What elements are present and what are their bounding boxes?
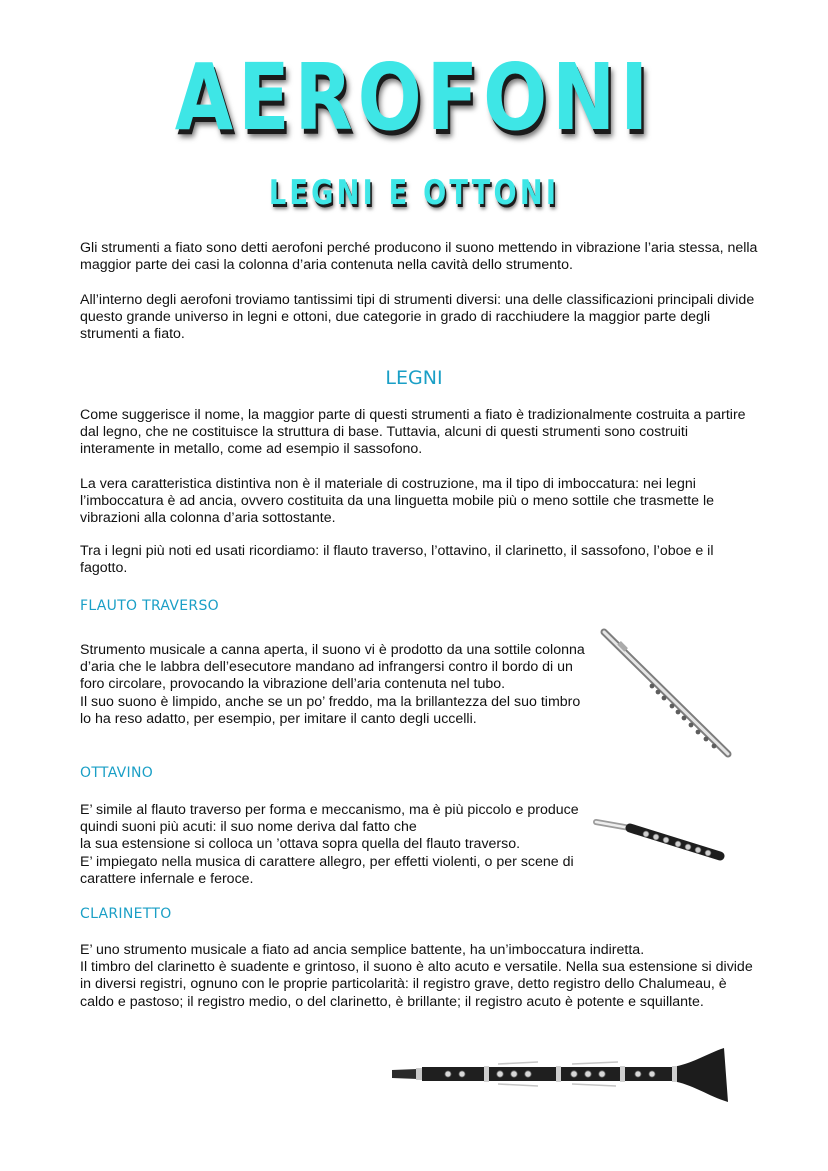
legni-paragraph-1: Come suggerisce il nome, la maggior parte di questi strumenti a fiato è tradizionalmente costruita a partire dal legno, che ne costituisce la struttura di base. Tuttavia, alcuni di questi strumenti sono costruiti interamente in metallo, come ad esempio il sassofono.	[80, 407, 746, 458]
subheading-flauto-traverso: FLAUTO TRAVERSO	[80, 598, 219, 614]
clarinetto-description: E’ uno strumento musicale a fiato ad ancia semplice battente, ha un’imboccatura indiretta. Il timbro del clarinetto è suadente e grintoso, il suono è alto acuto e versatile. Nella sua estensione si divide in diversi registri, ognuno con le proprie particolarità: il registro grave, detto registro dello Chalumeau, è caldo e pastoso; il registro medio, o del clarinetto, è brillante; il registro acuto è potente e squillante.	[80, 942, 753, 1010]
subheading-ottavino: OTTAVINO	[80, 765, 154, 781]
piccolo-image	[590, 812, 726, 866]
legni-paragraph-3: Tra i legni più noti ed usati ricordiamo: il flauto traverso, l’ottavino, il clarinetto, il sassofono, l’oboe e il fagotto.	[80, 543, 714, 577]
flauto-description: Strumento musicale a canna aperta, il suono vi è prodotto da una sottile colonna d’aria che le labbra dell’esecutore mandano ad infrangersi contro il bordo di un foro circolare, provocando la vibrazione dell’aria contenuta nel tubo. Il suo suono è limpido, anche se un po’ freddo, ma la brillantezza del suo timbro lo ha reso adatto, per esempio, per imitare il canto degli uccelli.	[80, 642, 585, 727]
intro-paragraph-1: Gli strumenti a fiato sono detti aerofoni perché producono il suono mettendo in vibrazione l’aria stessa, nella maggior parte dei casi la colonna d’aria contenuta nella cavità dello strumento.	[80, 240, 758, 274]
page-title: AEROFONI	[174, 44, 654, 151]
ottavino-description: E’ simile al flauto traverso per forma e meccanismo, ma è più piccolo e produce quindi suoni più acuti: il suo nome deriva dal fatto che la sua estensione si colloca un ’ottava sopra quella del flauto traverso. E’ impiegato nella musica di carattere allegro, per effetti violenti, o per scene di carattere infernale e feroce.	[80, 802, 579, 887]
subheading-clarinetto: CLARINETTO	[80, 906, 172, 922]
legni-paragraph-2: La vera caratteristica distintiva non è il materiale di costruzione, ma il tipo di imboccatura: nei legni l’imboccatura è ad ancia, ovvero costituita da una linguetta mobile più o meno sottile che trasmette le vibrazioni alla colonna d’aria sottostante.	[80, 476, 715, 527]
intro-paragraph-2: All’interno degli aerofoni troviamo tantissimi tipi di strumenti diversi: una delle classificazioni principali divide questo grande universo in legni e ottoni, due categorie in grado di racchiudere la maggior parte degli strumenti a fiato.	[80, 292, 755, 343]
flute-image	[596, 626, 736, 762]
section-heading-legni: LEGNI	[385, 367, 443, 389]
clarinet-image	[388, 1044, 734, 1110]
page-subtitle: LEGNI E OTTONI	[268, 173, 560, 213]
